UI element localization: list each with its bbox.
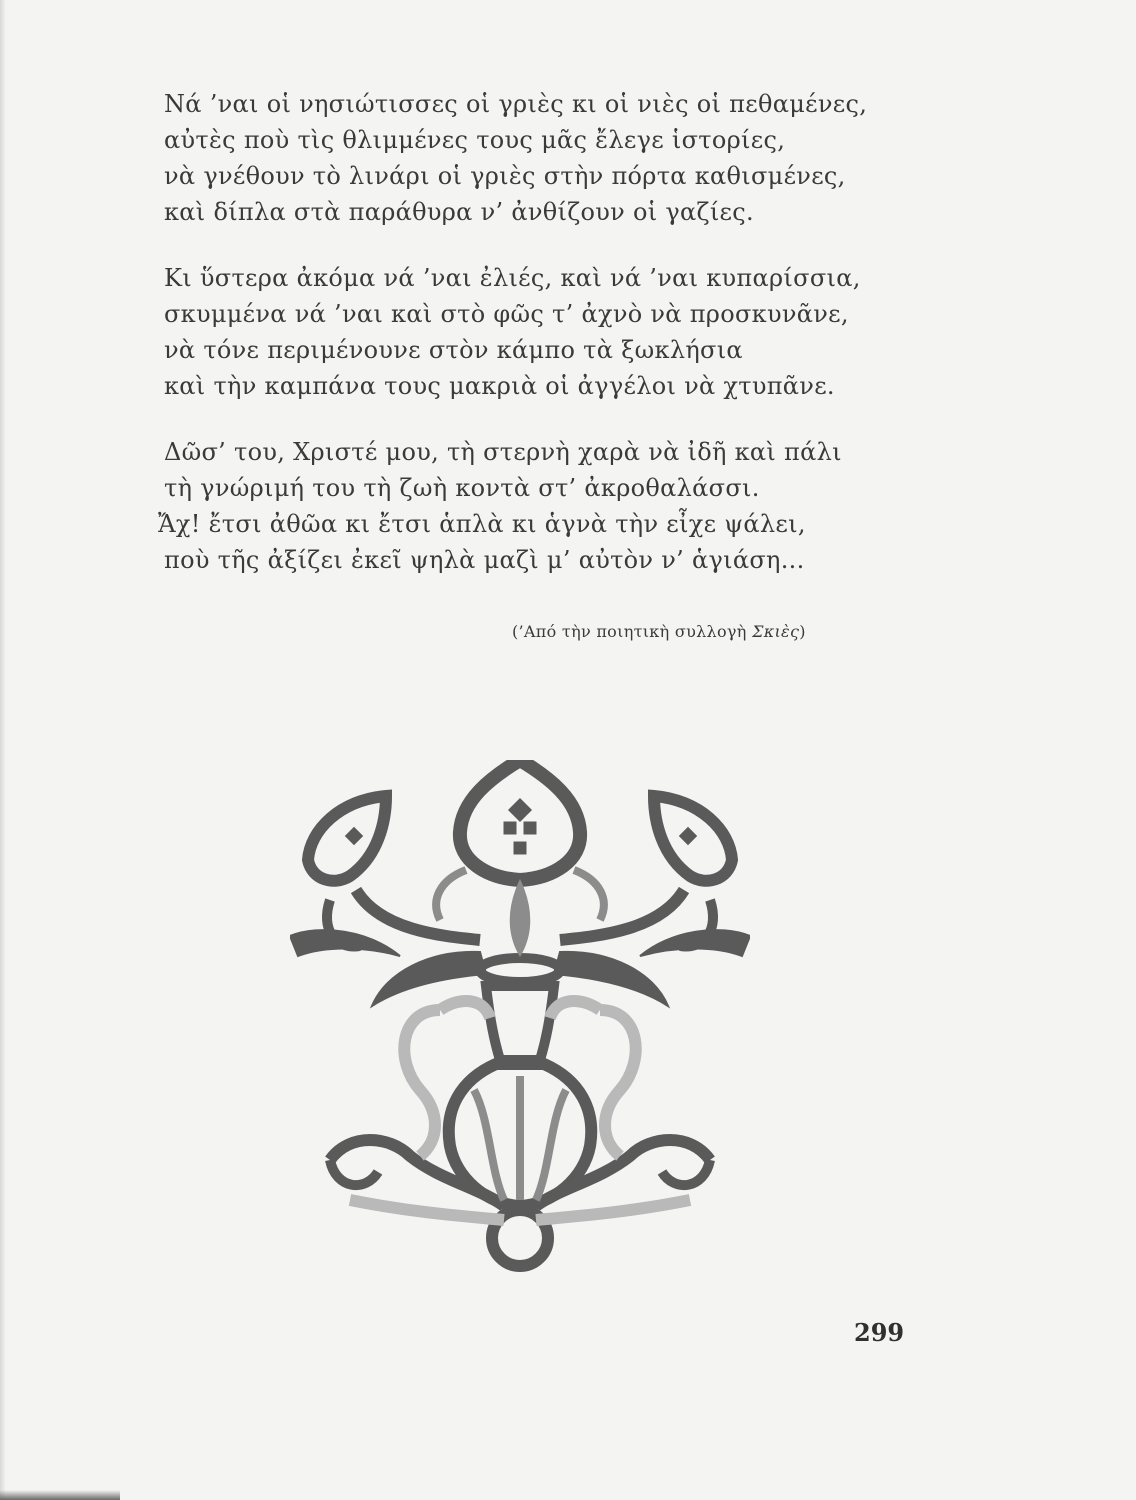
page-number: 299 bbox=[854, 1318, 905, 1347]
stanza-3 bbox=[158, 434, 884, 578]
verse-line: αὐτὲς ποὺ τὶς θλιμμένες τους μᾶς ἔλεγε ἱστορίες, bbox=[164, 126, 786, 154]
source-citation bbox=[512, 620, 806, 644]
verse-line: καὶ τὴν καμπάνα τους μακριὰ οἱ ἀγγέλοι νὰ χτυπᾶνε. bbox=[164, 372, 835, 400]
source-collection-title: Σκιὲς bbox=[752, 622, 800, 641]
verse-line: Νά ’ναι οἱ νησιώτισσες οἱ γριὲς κι οἱ νιὲς οἱ πεθαμένες, bbox=[164, 90, 868, 118]
verse-line: Δῶσ’ του, Χριστέ μου, τὴ στερνὴ χαρὰ νὰ ἰδῆ καὶ πάλι bbox=[164, 438, 842, 466]
flower-vase-ornament-icon bbox=[290, 760, 750, 1280]
verse-line: νὰ τόνε περιμένουνε στὸν κάμπο τὰ ξωκλήσια bbox=[164, 336, 743, 364]
source-prefix: (’Από τὴν ποιητικὴ συλλογὴ bbox=[512, 622, 753, 641]
poem bbox=[158, 86, 884, 608]
verse-line: τὴ γνώριμή του τὴ ζωὴ κοντὰ στ’ ἀκροθαλάσσι. bbox=[164, 474, 760, 502]
verse-line: Ἄχ! ἔτσι ἀθῶα κι ἔτσι ἁπλὰ κι ἁγνὰ τὴν εἶχε ψάλει, bbox=[158, 510, 806, 538]
source-suffix: ) bbox=[799, 622, 806, 641]
verse-line: Κι ὕστερα ἀκόμα νά ’ναι ἐλιές, καὶ νά ’ναι κυπαρίσσια, bbox=[164, 264, 861, 292]
page-edge-shadow bbox=[0, 0, 6, 1500]
stanza-1 bbox=[164, 86, 884, 230]
page-corner-shadow bbox=[0, 1490, 120, 1500]
verse-line: νὰ γνέθουν τὸ λινάρι οἱ γριὲς στὴν πόρτα καθισμένες, bbox=[164, 162, 846, 190]
verse-line: καὶ δίπλα στὰ παράθυρα ν’ ἀνθίζουν οἱ γαζίες. bbox=[164, 198, 754, 226]
verse-line: ποὺ τῆς ἀξίζει ἐκεῖ ψηλὰ μαζὶ μ’ αὐτὸν ν’ ἁγιάση... bbox=[164, 546, 805, 574]
verse-line: σκυμμένα νά ’ναι καὶ στὸ φῶς τ’ ἀχνὸ νὰ προσκυνᾶνε, bbox=[164, 300, 849, 328]
stanza-2 bbox=[164, 260, 884, 404]
